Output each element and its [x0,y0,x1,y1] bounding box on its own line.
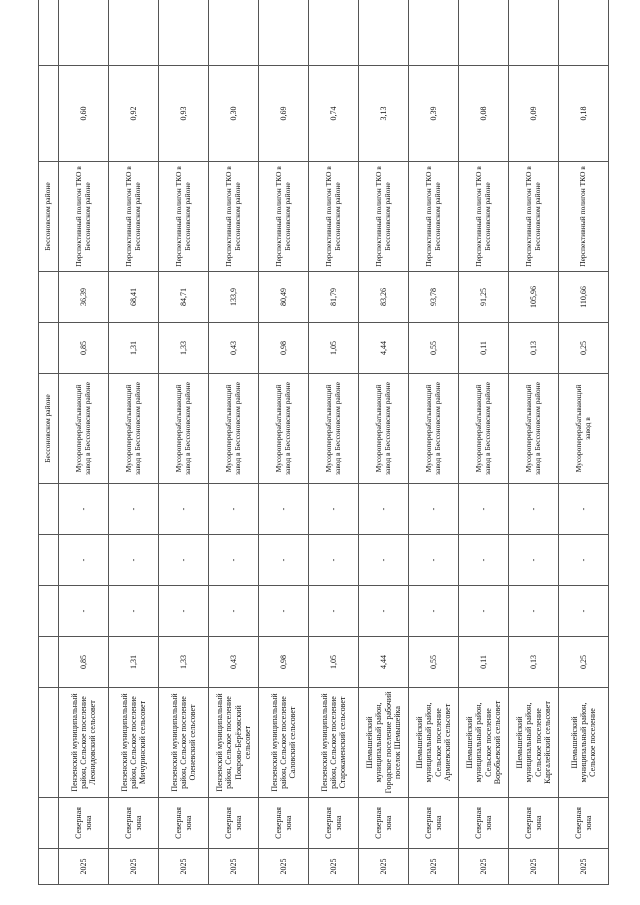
cell-facility-tail: Бессоновском районе [39,374,59,484]
cell-municipality: Шемышейский муниципальный район, Сельское поселение Армиевский сельсовет [409,688,459,798]
table-row [459,0,509,885]
table-row [409,0,459,885]
cell-volume-to-facility: 0,98 [259,323,309,374]
cell-volume-to-landfill: 0,39 [409,66,459,162]
cell-year: 2025 [459,849,509,885]
cell-dash: - [209,535,259,586]
cell-facility: Мусороперерабатывающий завод в Бессоновском районе [259,374,309,484]
cell-municipality: Шемышейский муниципальный район, Сельское поселение [559,688,609,798]
cell-volume-to-landfill: 0,69 [259,66,309,162]
table-row [109,0,159,885]
cell-volume: 0,43 [209,637,259,688]
cell-dash: - [159,586,209,637]
cell-dash: - [559,586,609,637]
cell-dash: - [209,586,259,637]
cell-facility: Мусороперерабатывающий завод в Бессоновском районе [409,374,459,484]
cell-empty [39,586,59,637]
cell-landfill: Перспективный полигон ТКО в [559,162,609,272]
table-row [159,0,209,885]
cell-landfill: Перспективный полигон ТКО в Бессоновском районе [209,162,259,272]
cell-volume-to-facility: 1,33 [159,323,209,374]
cell-year: 2025 [59,849,109,885]
cell-year: 2025 [559,849,609,885]
cell-empty [39,535,59,586]
cell-volume-to-facility: 1,05 [309,323,359,374]
cell-zone: Северная зона [409,798,459,849]
cell-year: 2025 [159,849,209,885]
cell-last [109,0,159,66]
cell-dash: - [109,586,159,637]
cell-volume-to-facility: 0,85 [59,323,109,374]
cell-volume-to-facility: 0,13 [509,323,559,374]
cell-municipality: Пензенский муниципальный район, Сельское поселение Старокаменский сельсовет [309,688,359,798]
cell-volume-to-landfill: 0,08 [459,66,509,162]
cell-volume: 4,44 [359,637,409,688]
cell-last [159,0,209,66]
cell-zone: Северная зона [259,798,309,849]
cell-facility: Мусороперерабатывающий завод в Бессоновском районе [509,374,559,484]
cell-volume-to-landfill: 0,74 [309,66,359,162]
cell-distance: 110,66 [559,272,609,323]
cell-dash: - [459,484,509,535]
cell-volume-to-facility: 1,31 [109,323,159,374]
cell-zone: Северная зона [59,798,109,849]
cell-dash: - [509,586,559,637]
cell-year: 2025 [359,849,409,885]
cell-landfill: Перспективный полигон ТКО в Бессоновском районе [159,162,209,272]
cell-volume: 0,85 [59,637,109,688]
cell-distance: 133,9 [209,272,259,323]
cell-volume-to-landfill: 0,30 [209,66,259,162]
cell-empty [39,798,59,849]
cell-empty [39,323,59,374]
cell-volume-to-landfill: 0,18 [559,66,609,162]
table-row [59,0,109,885]
cell-volume-to-facility: 0,43 [209,323,259,374]
cell-dash: - [159,535,209,586]
cell-dash: - [509,535,559,586]
cell-landfill: Перспективный полигон ТКО в Бессоновском районе [59,162,109,272]
cell-zone: Северная зона [159,798,209,849]
cell-dash: - [409,586,459,637]
cell-volume: 0,25 [559,637,609,688]
cell-volume: 0,98 [259,637,309,688]
cell-volume-to-landfill: 0,92 [109,66,159,162]
cell-distance: 80,49 [259,272,309,323]
cell-facility: Мусороперерабатывающий завод в Бессоновском районе [309,374,359,484]
cell-empty [39,66,59,162]
cell-dash: - [109,535,159,586]
cell-dash: - [59,484,109,535]
cell-dash: - [509,484,559,535]
cell-zone: Северная зона [309,798,359,849]
table-row-partial [39,0,59,885]
table-row [359,0,409,885]
cell-volume: 0,11 [459,637,509,688]
cell-dash: - [559,535,609,586]
cell-empty [39,272,59,323]
cell-year: 2025 [309,849,359,885]
cell-empty [39,0,59,66]
cell-distance: 105,96 [509,272,559,323]
cell-last [509,0,559,66]
cell-dash: - [59,535,109,586]
cell-distance: 84,71 [159,272,209,323]
cell-volume: 1,31 [109,637,159,688]
cell-last [559,0,609,66]
cell-last [409,0,459,66]
cell-last [59,0,109,66]
table-row [559,0,609,885]
cell-volume: 1,33 [159,637,209,688]
cell-dash: - [359,484,409,535]
cell-empty [39,484,59,535]
cell-distance: 83,26 [359,272,409,323]
cell-empty [39,688,59,798]
cell-dash: - [309,484,359,535]
cell-year: 2025 [259,849,309,885]
cell-dash: - [409,484,459,535]
cell-municipality: Шемышейский муниципальный район, Сельское поселение Воробьевский сельсовет [459,688,509,798]
cell-volume-to-landfill: 0,60 [59,66,109,162]
cell-volume-to-landfill: 3,13 [359,66,409,162]
cell-zone: Северная зона [359,798,409,849]
cell-distance: 36,39 [59,272,109,323]
cell-volume-to-facility: 4,44 [359,323,409,374]
cell-zone: Северная зона [509,798,559,849]
cell-dash: - [59,586,109,637]
cell-last [459,0,509,66]
cell-volume: 0,55 [409,637,459,688]
cell-facility: Мусороперерабатывающий завод в Бессоновском районе [159,374,209,484]
cell-dash: - [259,535,309,586]
cell-year: 2025 [409,849,459,885]
cell-municipality: Пензенский муниципальный район, Сельское поселение Леонидовский сельсовет [59,688,109,798]
cell-facility: Мусороперерабатывающий завод в Бессоновском районе [59,374,109,484]
cell-municipality: Пензенский муниципальный район, Сельское поселение Мичуринский сельсовет [109,688,159,798]
cell-volume-to-facility: 0,25 [559,323,609,374]
cell-zone: Северная зона [559,798,609,849]
cell-facility: Мусороперерабатывающий завод в Бессоновском районе [209,374,259,484]
cell-zone: Северная зона [459,798,509,849]
cell-zone: Северная зона [109,798,159,849]
cell-dash: - [259,586,309,637]
cell-landfill: Перспективный полигон ТКО в Бессоновском районе [259,162,309,272]
cell-municipality: Шемышейский муниципальный район, Сельское поселение Каргалейский сельсовет [509,688,559,798]
waste-flow-table [38,0,609,885]
cell-year: 2025 [209,849,259,885]
cell-facility: Мусороперерабатывающий завод в [559,374,609,484]
cell-landfill-tail: Бессоновском районе [39,162,59,272]
cell-dash: - [459,586,509,637]
cell-landfill: Перспективный полигон ТКО в Бессоновском районе [309,162,359,272]
cell-landfill: Перспективный полигон ТКО в Бессоновском районе [509,162,559,272]
cell-empty [39,637,59,688]
cell-dash: - [309,535,359,586]
cell-distance: 91,25 [459,272,509,323]
table-row [259,0,309,885]
cell-last [309,0,359,66]
table-row [209,0,259,885]
table-row [509,0,559,885]
cell-empty [39,849,59,885]
cell-distance: 93,78 [409,272,459,323]
cell-dash: - [559,484,609,535]
cell-landfill: Перспективный полигон ТКО в Бессоновском районе [459,162,509,272]
cell-dash: - [409,535,459,586]
cell-facility: Мусороперерабатывающий завод в Бессоновском районе [359,374,409,484]
cell-volume: 0,13 [509,637,559,688]
cell-volume-to-landfill: 0,93 [159,66,209,162]
cell-last [209,0,259,66]
cell-distance: 68,41 [109,272,159,323]
table-row [309,0,359,885]
cell-dash: - [109,484,159,535]
cell-last [259,0,309,66]
cell-dash: - [259,484,309,535]
cell-landfill: Перспективный полигон ТКО в Бессоновском районе [109,162,159,272]
cell-last [359,0,409,66]
cell-dash: - [359,586,409,637]
cell-municipality: Пензенский муниципальный район, Сельское поселение Покрово-Берёзовский сельсовет [209,688,259,798]
cell-year: 2025 [109,849,159,885]
table-body [39,0,609,885]
cell-dash: - [459,535,509,586]
cell-volume-to-facility: 0,11 [459,323,509,374]
cell-facility: Мусороперерабатывающий завод в Бессоновском районе [109,374,159,484]
cell-dash: - [359,535,409,586]
cell-landfill: Перспективный полигон ТКО в Бессоновском районе [359,162,409,272]
cell-municipality: Пензенский муниципальный район, Сельское поселение Саловский сельсовет [259,688,309,798]
cell-zone: Северная зона [209,798,259,849]
cell-dash: - [159,484,209,535]
cell-volume: 1,05 [309,637,359,688]
cell-municipality: Шемышейский муниципальный район, Городское поселение рабочий поселок Шемышейка [359,688,409,798]
cell-landfill: Перспективный полигон ТКО в Бессоновском районе [409,162,459,272]
cell-municipality: Пензенский муниципальный район, Сельское поселение Оленевский сельсовет [159,688,209,798]
cell-facility: Мусороперерабатывающий завод в Бессоновском районе [459,374,509,484]
cell-distance: 81,79 [309,272,359,323]
cell-volume-to-landfill: 0,09 [509,66,559,162]
cell-dash: - [309,586,359,637]
cell-volume-to-facility: 0,55 [409,323,459,374]
cell-dash: - [209,484,259,535]
cell-year: 2025 [509,849,559,885]
